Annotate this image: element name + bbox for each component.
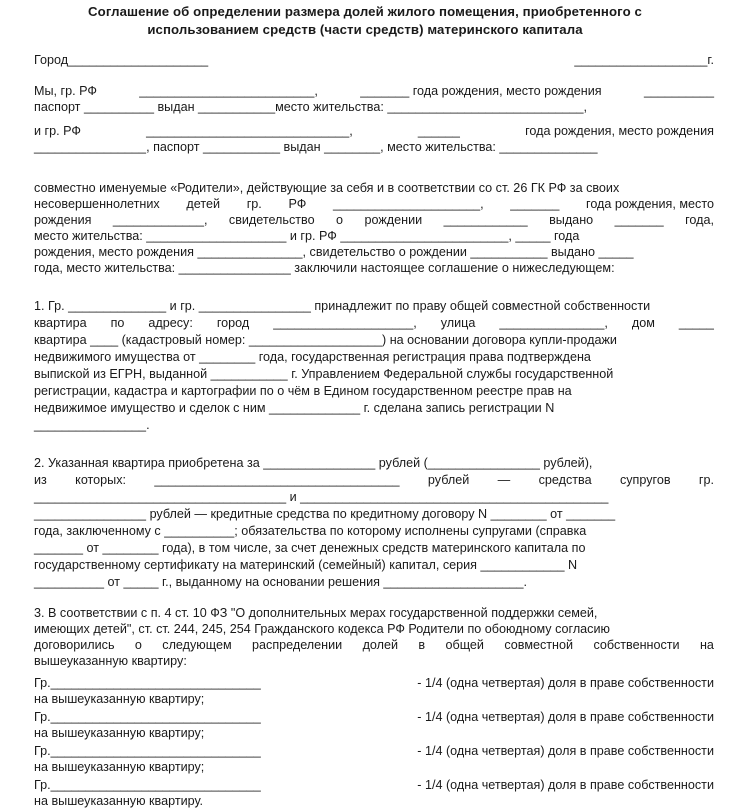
text-line (34, 180, 714, 196)
text-line (34, 228, 714, 244)
text-line (34, 506, 714, 522)
text-fragment: _______ (614, 213, 664, 227)
text-fragment: место жительства: ____________________ и гр. РФ ________________________, _____ года (34, 229, 580, 243)
text-fragment: рождении (364, 213, 423, 227)
text-fragment: _______ года рождения, место рождения (360, 84, 602, 98)
text-line (34, 332, 714, 348)
text-fragment: _____ (678, 316, 714, 330)
text-fragment: квартира (34, 316, 87, 330)
text-line (34, 417, 714, 433)
text-fragment: 1. Гр. ______________ и гр. ________________ принадлежит по праву общей совместной собственности (34, 299, 651, 313)
text-fragment: года, место жительства: ________________ заключили настоящее соглашение о нижеследующем: (34, 261, 615, 275)
text-fragment: о (134, 638, 142, 652)
text-fragment: общей (445, 638, 484, 652)
share-continuation: на вышеуказанную квартиру; (34, 760, 205, 774)
text-fragment: на (699, 638, 714, 652)
text-fragment: распределении (252, 638, 343, 652)
city-field: Город____________________ (34, 53, 209, 67)
text-fragment: договорились (34, 638, 115, 652)
text-line (34, 472, 714, 488)
text-line (34, 383, 714, 399)
share-line (34, 675, 714, 691)
text-line (34, 489, 714, 505)
share-owner-field: Гр.______________________________ (34, 710, 261, 724)
share-fraction-text: - 1/4 (одна четвертая) доля в праве собственности (417, 744, 714, 758)
text-fragment: _______ (510, 197, 560, 211)
text-fragment: года, (685, 213, 714, 227)
text-fragment: квартира ____ (кадастровый номер: ___________________) на основании договора купли-продажи (34, 333, 617, 347)
text-fragment: года рождения, место (586, 197, 714, 211)
text-line (34, 621, 714, 637)
text-fragment: рождения, место рождения _______________, свидетельство о рождении ___________ выдано _____ (34, 245, 634, 259)
text-line (34, 83, 714, 99)
share-owner-field: Гр.______________________________ (34, 744, 261, 758)
share-fraction-text: - 1/4 (одна четвертая) доля в праве собственности (417, 676, 714, 690)
text-fragment: Мы, гр. РФ (34, 84, 97, 98)
text-line (34, 557, 714, 573)
text-fragment: ______ (417, 124, 460, 138)
text-fragment: государственному сертификату на материнский (семейный) капитал, серия ____________ N (34, 558, 578, 572)
text-line (34, 366, 714, 382)
share-owner-field: Гр.______________________________ (34, 676, 261, 690)
text-fragment: совместно именуемые «Родители», действующие за себя и в соответствии со ст. 26 ГК РФ за своих (34, 181, 620, 195)
text-line (34, 99, 714, 115)
text-fragment: которых: (75, 473, 127, 487)
text-fragment: года, заключенному с __________; обязательства по которому исполнены супругами (справка (34, 524, 587, 538)
text-fragment: гр. (246, 197, 262, 211)
text-fragment: _____________________________, (146, 124, 353, 138)
text-fragment: дом (631, 316, 655, 330)
text-fragment: ________________. (34, 418, 150, 432)
text-fragment: __________ от _____ г., выданному на основании решения ____________________. (34, 575, 528, 589)
text-fragment: РФ (288, 197, 307, 211)
share-line (34, 777, 714, 793)
text-fragment: выпиской из ЕГРН, выданной ___________ г. Управлением Федеральной службы государственной (34, 367, 614, 381)
text-fragment: вышеуказанную квартиру: (34, 654, 187, 668)
text-fragment: выдано (549, 213, 594, 227)
text-fragment: город (216, 316, 250, 330)
text-fragment: _______ от ________ года), в том числе, за счет денежных средств материнского капитала по (34, 541, 586, 555)
text-fragment: _______________, (499, 316, 608, 330)
text-fragment: паспорт __________ выдан ___________место жительства: ____________________________, (34, 100, 587, 114)
text-fragment: и гр. РФ (34, 124, 81, 138)
text-line (34, 574, 714, 590)
text-fragment: улица (440, 316, 476, 330)
share-line (34, 709, 714, 725)
share-continuation: на вышеуказанную квартиру; (34, 692, 205, 706)
text-fragment: из (34, 473, 47, 487)
text-line (34, 540, 714, 556)
text-line (34, 123, 714, 139)
text-fragment: средства (538, 473, 592, 487)
text-fragment: недвижимого имущества от ________ года, государственная регистрация права подтверждена (34, 350, 591, 364)
title-line-2: использованием средств (части средств) материнского капитала (147, 22, 583, 37)
text-fragment: 2. Указанная квартира приобретена за ________________ рублей (________________ рублей), (34, 456, 593, 470)
share-line (34, 743, 714, 759)
share-fraction-text: - 1/4 (одна четвертая) доля в праве собственности (417, 710, 714, 724)
text-fragment: о (336, 213, 344, 227)
text-fragment: в (418, 638, 426, 652)
text-fragment: года рождения, место рождения (525, 124, 714, 138)
text-line (34, 244, 714, 260)
share-continuation: на вышеуказанную квартиру. (34, 794, 204, 808)
text-fragment: — (497, 473, 511, 487)
text-line (34, 653, 714, 669)
title-line-1: Соглашение об определении размера долей жилого помещения, приобретенного с (88, 4, 642, 19)
text-fragment: совместной (504, 638, 574, 652)
text-fragment: гр. (698, 473, 714, 487)
text-line (34, 139, 714, 155)
text-line (34, 605, 714, 621)
text-fragment: _________________________, (139, 84, 318, 98)
text-fragment: недвижимое имущество и сделок с ним _____________ г. сделана запись регистрации N (34, 401, 555, 415)
text-fragment: рублей (427, 473, 470, 487)
text-line (34, 315, 714, 331)
text-line (34, 455, 714, 471)
text-fragment: 3. В соответствии с п. 4 ст. 10 ФЗ "О дополнительных мерах государственной поддержки семей, (34, 606, 598, 620)
text-line (34, 212, 714, 228)
text-fragment: __________ (643, 84, 714, 98)
text-line (34, 196, 714, 212)
text-fragment: долей (362, 638, 399, 652)
text-line (34, 260, 714, 276)
text-fragment: имеющих детей", ст. ст. 244, 245, 254 Гражданского кодекса РФ Родители по обоюдному согласию (34, 622, 610, 636)
text-line (34, 349, 714, 365)
text-fragment: по (110, 316, 125, 330)
text-fragment: адресу: (148, 316, 193, 330)
text-fragment: ____________ (443, 213, 528, 227)
text-fragment: ___________________________________ (154, 473, 400, 487)
text-fragment: супругов (619, 473, 671, 487)
date-field: ___________________г. (574, 53, 714, 67)
text-fragment: ________________, паспорт ___________ выдан ________, место жительства: ______________ (34, 140, 598, 154)
text-fragment: _____________, (112, 213, 208, 227)
text-line (34, 637, 714, 653)
text-line (34, 298, 714, 314)
text-fragment: ____________________________________ и ____________________________________________ (34, 490, 609, 504)
text-fragment: ________________ рублей — кредитные средства по кредитному договору N ________ от _______ (34, 507, 616, 521)
share-owner-field: Гр.______________________________ (34, 778, 261, 792)
city-line (34, 52, 714, 68)
share-continuation: на вышеуказанную квартиру; (34, 726, 205, 740)
text-fragment: собственности (593, 638, 680, 652)
text-fragment: _____________________, (333, 197, 484, 211)
text-fragment: свидетельство (228, 213, 315, 227)
text-fragment: детей (186, 197, 220, 211)
text-line (34, 400, 714, 416)
text-fragment: регистрации, кадастра и картографии по о чём в Едином государственном реестре прав на (34, 384, 572, 398)
text-fragment: ____________________, (273, 316, 417, 330)
text-fragment: рождения (34, 213, 92, 227)
share-fraction-text: - 1/4 (одна четвертая) доля в праве собственности (417, 778, 714, 792)
text-fragment: следующем (162, 638, 232, 652)
text-line (34, 523, 714, 539)
text-fragment: несовершеннолетних (34, 197, 160, 211)
